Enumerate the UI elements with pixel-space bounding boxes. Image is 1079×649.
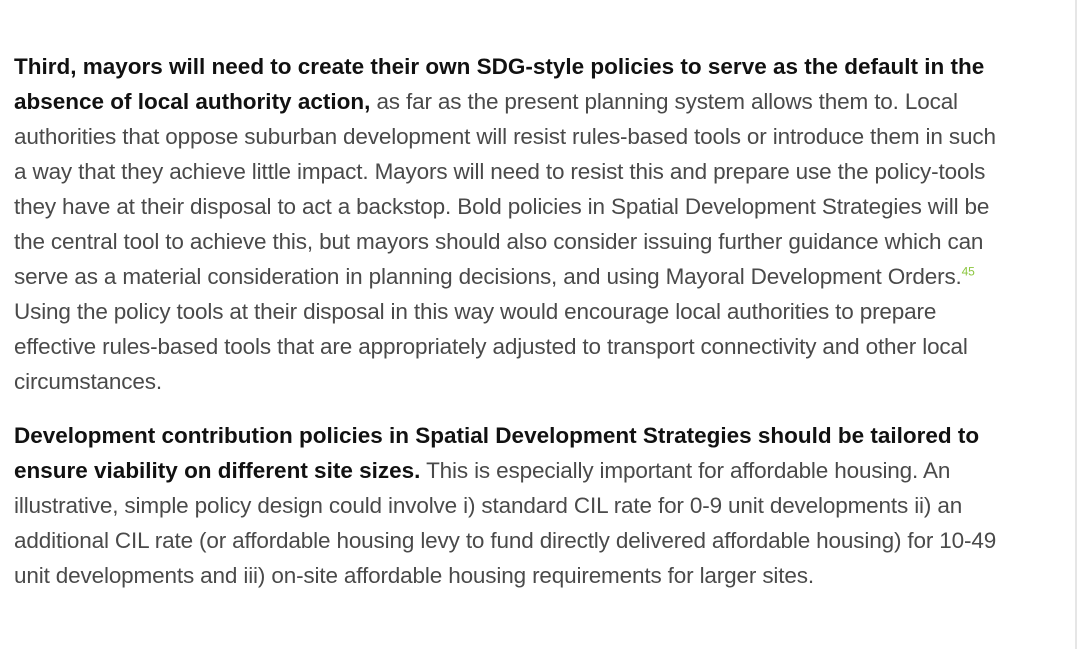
document-body — [14, 49, 1014, 593]
paragraph-body-continued: Using the policy tools at their disposal in this way would encourage local authorities to prepare effective rules-based tools that are appropriately adjusted to transport connectivity and other local circumstances. — [14, 299, 968, 394]
paragraph-lead: Development contribution policies in Spatial Development Strategies should be tailored to ensure viability on different site sizes. — [14, 423, 980, 483]
paragraph-lead: Third, mayors will need to create their own SDG-style policies to serve as the default in the absence of local authority action, — [14, 54, 985, 114]
paragraph-body: as far as the present planning system allows them to. Local authorities that oppose suburban development will resist rules-based tools or introduce them in such a way that they achieve little impact. Mayors will need to resist this and prepare use the policy-tools they have at their disposal to act a backstop. Bold policies in Spatial Development Strategies will be the central tool to achieve this, but mayors should also consider issuing further guidance which can serve as a material consideration in planning decisions, and using Mayoral Development Orders. — [14, 89, 996, 289]
footnote-marker[interactable]: 45 — [961, 264, 975, 279]
paragraph-body: This is especially important for affordable housing. An illustrative, simple policy design could involve i) standard CIL rate for 0-9 unit developments ii) an additional CIL rate (or affordable housing levy to fund directly delivered affordable housing) for 10-49 unit developments and iii) on-site affordable housing requirements for larger sites. — [14, 458, 997, 588]
paragraph-development-contributions — [14, 418, 1014, 593]
paragraph-mayors-policies — [14, 49, 1014, 399]
